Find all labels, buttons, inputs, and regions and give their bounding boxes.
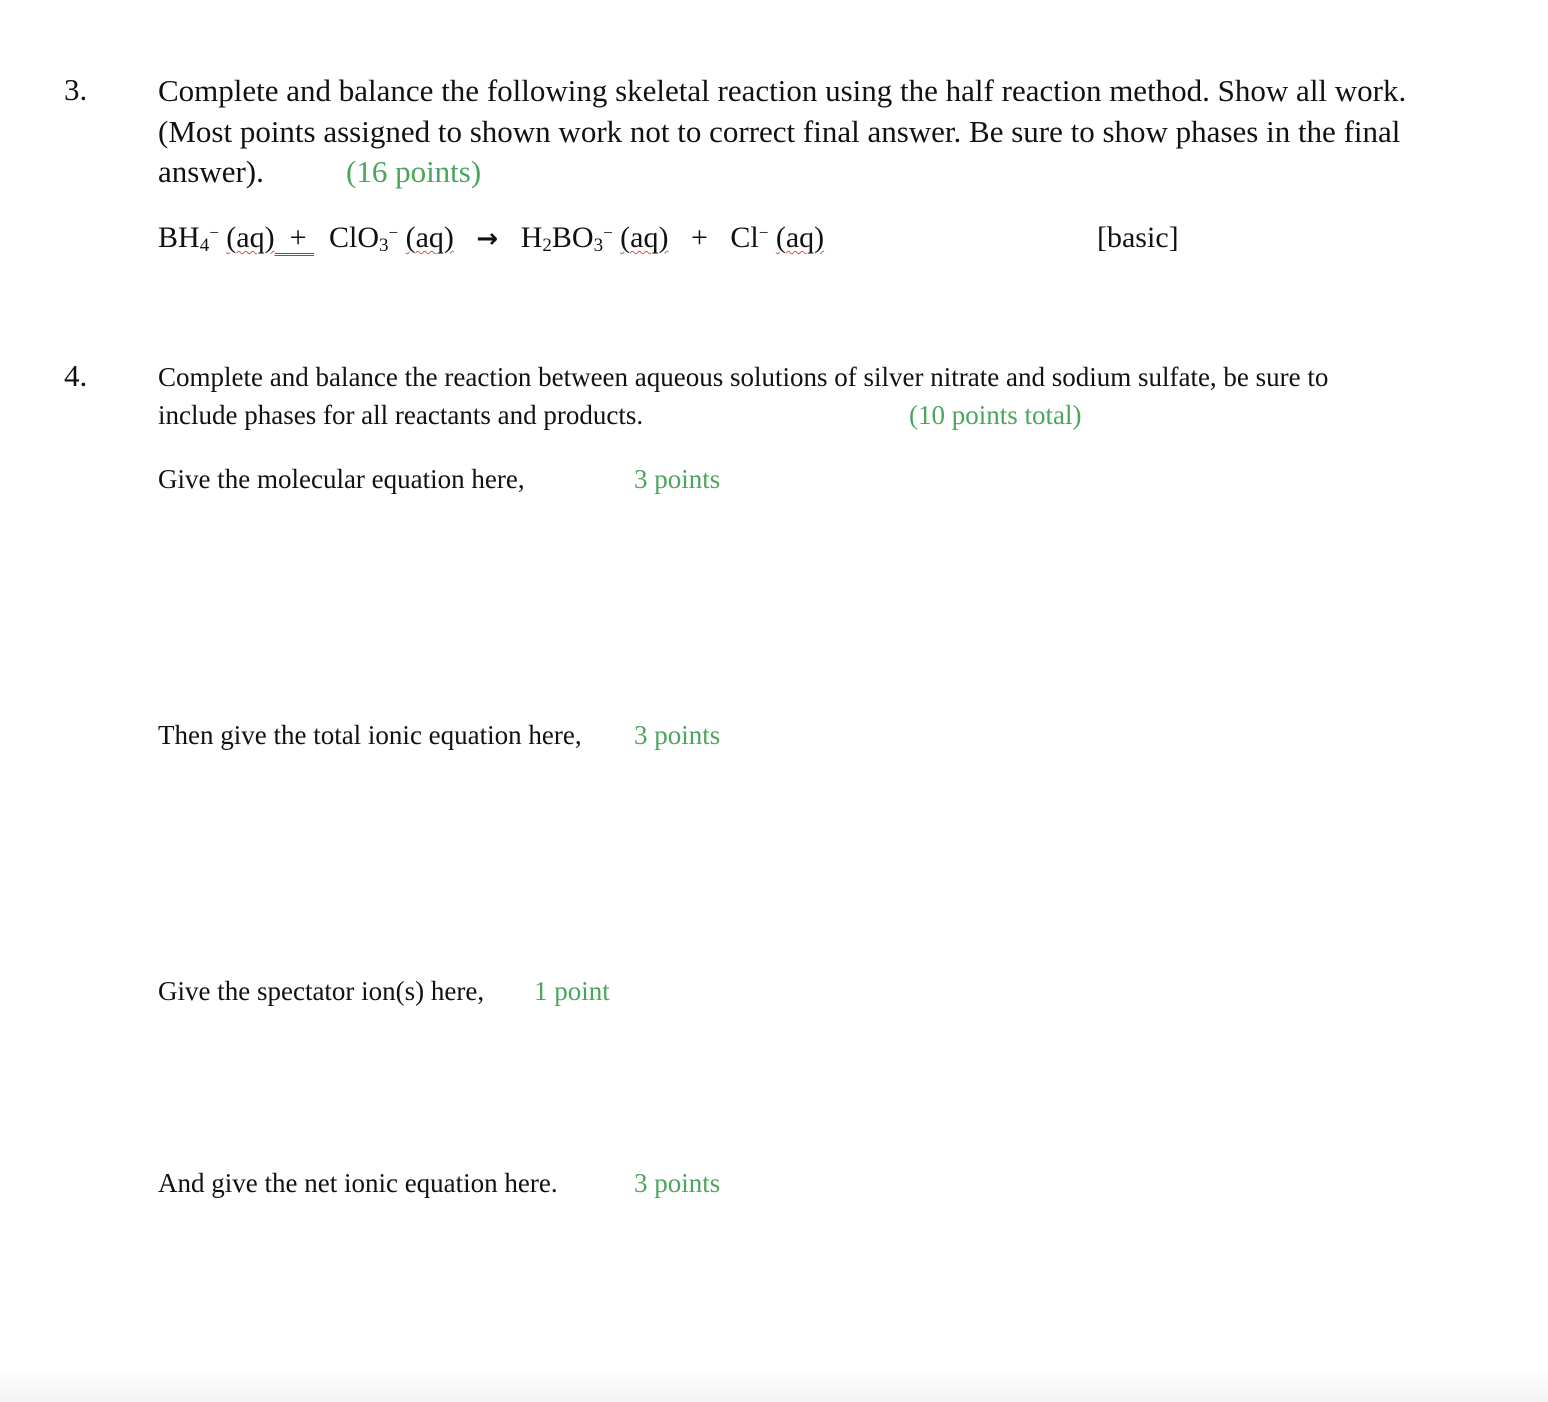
- total-ionic-equation-points: 3 points: [634, 720, 721, 750]
- phase-label: (aq): [620, 221, 669, 254]
- phase-label: (aq): [405, 221, 454, 254]
- product-borate: $H_2BO_3^-$: [520, 221, 613, 256]
- reaction-arrow-icon: →: [476, 224, 499, 254]
- product-chloride: Cl−: [730, 221, 769, 254]
- net-ionic-equation-prompt: And give the net ionic equation here.: [158, 1168, 558, 1198]
- plus-sign: +: [690, 221, 708, 254]
- spectator-ions-prompt: Give the spectator ion(s) here,: [158, 976, 485, 1006]
- question-3-points: (16 points): [346, 154, 482, 189]
- phase-label: (aq): [226, 221, 275, 254]
- reactant-borohydride: $BH_4^-$: [158, 221, 219, 256]
- molecular-equation-points: 3 points: [634, 464, 721, 494]
- reactant-chlorate: ClO$_3$−: [329, 221, 399, 256]
- skeletal-reaction-equation: [158, 221, 824, 257]
- question-3-line-2: (Most points assigned to shown work not to correct final answer. Be sure to show phases in the final: [158, 114, 1401, 149]
- plus-sign: +: [289, 221, 307, 254]
- question-3-line-3: answer).: [158, 154, 264, 189]
- question-4-line-1: Complete and balance the reaction between aqueous solutions of silver nitrate and sodium sulfate, be sure to: [158, 362, 1329, 392]
- spectator-ions-points: 1 point: [534, 976, 610, 1006]
- page-bottom-edge: [0, 1368, 1548, 1402]
- phase-label: (aq): [775, 221, 825, 254]
- question-4-points-total: (10 points total): [909, 400, 1082, 430]
- question-3-number: 3.: [64, 72, 88, 107]
- net-ionic-equation-points: 3 points: [634, 1168, 721, 1198]
- question-4-number: 4.: [64, 358, 88, 393]
- molecular-equation-prompt: Give the molecular equation here,: [158, 464, 525, 494]
- reaction-condition: [basic]: [1097, 221, 1179, 254]
- total-ionic-equation-prompt: Then give the total ionic equation here,: [158, 720, 582, 750]
- question-4-line-2: include phases for all reactants and products.: [158, 400, 644, 430]
- question-3-line-1: Complete and balance the following skeletal reaction using the half reaction method. Show all work.: [158, 73, 1407, 108]
